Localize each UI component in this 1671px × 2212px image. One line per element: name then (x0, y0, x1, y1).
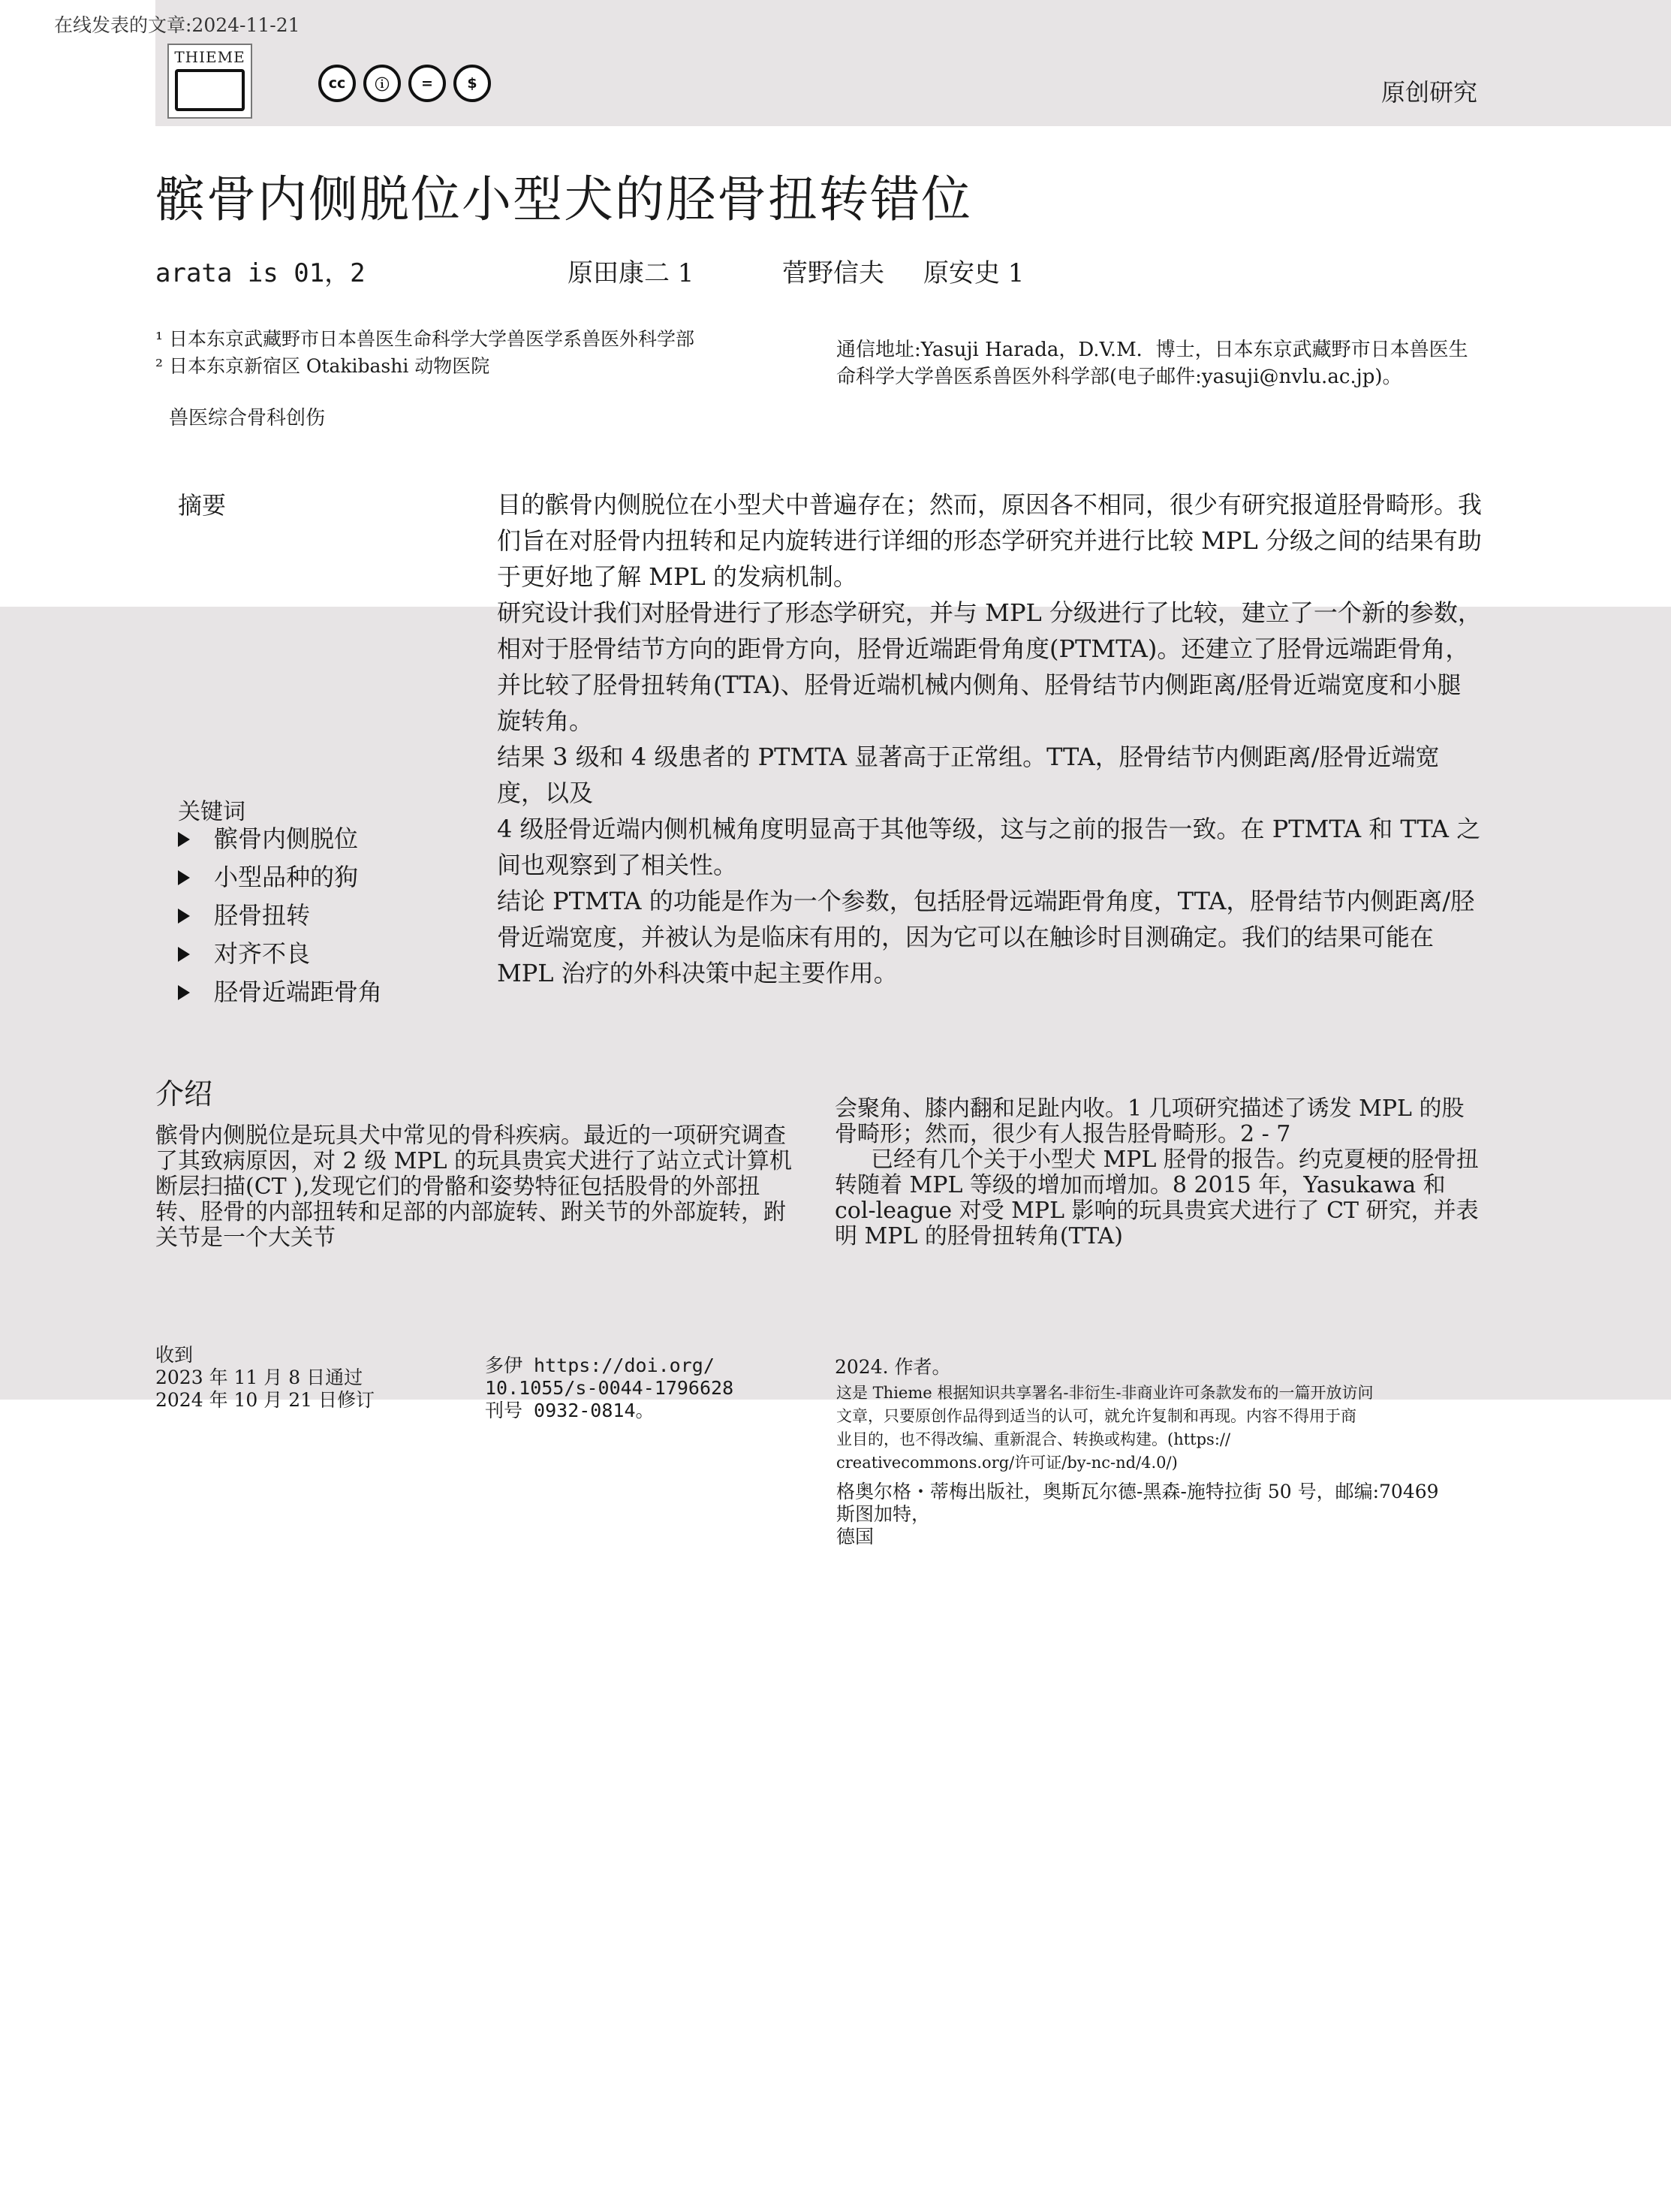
intro-right-column (835, 1096, 1482, 1249)
publisher-line: 斯图加特， (836, 1503, 931, 1525)
license-line: 文章，只要原创作品得到适当的认可，就允许复制和再现。内容不得用于商 (836, 1407, 1356, 1425)
author-2: 菅野信夫 (782, 258, 884, 288)
thieme-logo-box (175, 69, 245, 111)
abstract-results-1: 结果 3 级和 4 级患者的 PTMTA 显著高于正常组。TTA，胫骨结节内侧距离/胫骨近端宽度，以及 (497, 743, 1440, 807)
arrow-right-icon (178, 985, 190, 1000)
intro-paragraph: 髌骨内侧脱位是玩具犬中常见的骨科疾病。最近的一项研究调查了其致病原因，对 2 级 MPL 的玩具贵宾犬进行了站立式计算机断层扫描(CT ),发现它们的骨骼和姿势特征包括股骨的外部扭转、胫骨的内部扭转和足部的内部旋转、跗关节的外部旋转，跗关节是一个大关节 (155, 1123, 793, 1251)
license-text (836, 1382, 1497, 1475)
keyword-item (178, 973, 382, 1011)
intro-paragraph: 已经有几个关于小型犬 MPL 胫骨的报告。约克夏梗的胫骨扭转随着 MPL 等级的增加而增加。8 2015 年，Yasukawa 和 col-league 对受 MPL 影响的玩具贵宾犬进行了 CT 研究，并表明 MPL 的胫骨扭转角(TTA) (835, 1147, 1479, 1249)
keyword-item (178, 897, 382, 935)
article-title: 髌骨内侧脱位小型犬的胫骨扭转错位 (155, 170, 972, 228)
accepted-date: 2023 年 11 月 8 日通过 (155, 1367, 363, 1388)
abstract-design: 研究设计我们对胫骨进行了形态学研究，并与 MPL 分级进行了比较，建立了一个新的参数，相对于胫骨结节方向的距骨方向，胫骨近端距骨角度(PTMTA)。还建立了胫骨远端距骨角，并比较了胫骨扭转角(TTA)、胫骨近端机械内侧角、胫骨结节内侧距离/胫骨近端宽度和小腿旋转角。 (497, 598, 1482, 735)
keyword-label: 胫骨扭转 (214, 901, 311, 930)
abstract-results-2: 4 级胫骨近端内侧机械角度明显高于其他等级，这与之前的报告一致。在 PTMTA 和 TTA 之间也观察到了相关性。 (497, 815, 1481, 879)
received-label: 收到 (155, 1344, 194, 1366)
abstract-objective: 目的髌骨内侧脱位在小型犬中普遍存在；然而，原因各不相同，很少有研究报道胫骨畸形。我们旨在对胫骨内扭转和足内旋转进行详细的形态学研究并进行比较 MPL 分级之间的结果有助于更好地了解 MPL 的发病机制。 (497, 490, 1483, 591)
keyword-label: 胫骨近端距骨角 (214, 978, 383, 1006)
revised-date: 2024 年 10 月 21 日修订 (155, 1389, 375, 1411)
authors-roman: arata is 01，2 (155, 258, 366, 288)
keyword-label: 对齐不良 (214, 939, 311, 968)
section-tag: 原创研究 (1381, 78, 1478, 107)
correspondence: 通信地址:Yasuji Harada，D.V.M．博士，日本东京武藏野市日本兽医生命科学大学兽医系兽医外科学部(电子邮件:yasuji@nvlu.ac.jp)。 (836, 339, 1468, 388)
intro-left-column (155, 1123, 796, 1251)
author-3: 原安史 1 (923, 258, 1025, 288)
abstract-heading: 摘要 (178, 491, 227, 520)
arrow-right-icon (178, 870, 190, 885)
online-date: 在线发表的文章:2024-11-21 (54, 14, 300, 36)
article-dates (155, 1344, 375, 1412)
license-line: creativecommons.org/许可证/by-nc-nd/4.0/) (836, 1454, 1178, 1472)
intro-heading: 介绍 (155, 1077, 213, 1111)
publisher-line: 德国 (836, 1526, 875, 1547)
copyright: 2024. 作者。 (835, 1356, 951, 1378)
arrow-right-icon (178, 947, 190, 962)
keyword-label: 髌骨内侧脱位 (214, 824, 359, 853)
abstract-body (497, 487, 1482, 991)
subject-category: 兽医综合骨科创伤 (169, 407, 326, 429)
keyword-item (178, 858, 382, 897)
arrow-right-icon (178, 832, 190, 847)
abstract-conclusion: 结论 PTMTA 的功能是作为一个参数，包括胫骨远端距骨角度，TTA，胫骨结节内侧距离/胫骨近端宽度，并被认为是临床有用的，因为它可以在触诊时目测确定。我们的结果可能在 MPL 治疗的外科决策中起主要作用。 (497, 887, 1475, 987)
doi-line: 10.1055/s-0044-1796628 (485, 1377, 734, 1399)
keyword-label: 小型品种的狗 (214, 863, 359, 891)
intro-paragraph: 会聚角、膝内翻和足趾内收。1 几项研究描述了诱发 MPL 的股骨畸形；然而，很少有人报告胫骨畸形。2 - 7 (835, 1095, 1465, 1147)
keyword-item (178, 935, 382, 973)
keyword-item (178, 820, 382, 858)
thieme-logo (167, 44, 252, 119)
doi-line: 多伊 https://doi.org/ (485, 1355, 715, 1376)
nd-icon: = (408, 65, 446, 102)
keyword-list (178, 820, 382, 1011)
publisher-line: 格奥尔格・蒂梅出版社，奥斯瓦尔德-黑森-施特拉街 50 号，邮编:70469 (836, 1481, 1439, 1502)
affiliation-2: ² 日本东京新宿区 Otakibashi 动物医院 (155, 355, 490, 377)
affiliation-1: ¹ 日本东京武藏野市日本兽医生命科学大学兽医学系兽医外科学部 (155, 328, 694, 350)
license-line: 业目的，也不得改编、重新混合、转换或构建。(https:// (836, 1430, 1231, 1448)
arrow-right-icon (178, 909, 190, 924)
cc-icon: cc (318, 65, 356, 102)
publisher-address (836, 1481, 1439, 1548)
issn-line: 刊号 0932-0814。 (485, 1400, 655, 1421)
license-line: 这是 Thieme 根据知识共享署名-非衍生-非商业许可条款发布的一篇开放访问 (836, 1384, 1374, 1402)
cc-license-badges (318, 65, 491, 105)
keywords-heading: 关键词 (178, 799, 245, 825)
nc-icon: $ (453, 65, 491, 102)
thieme-logo-text: THIEME (174, 48, 245, 66)
doi-block (485, 1355, 733, 1422)
author-1: 原田康二 1 (568, 258, 694, 288)
by-icon: ⓘ (363, 65, 401, 102)
